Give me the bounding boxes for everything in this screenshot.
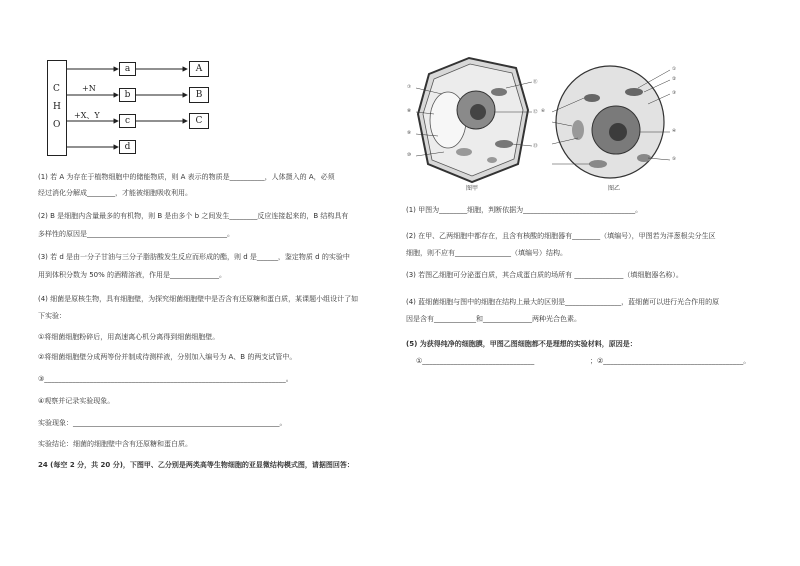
plus-xy-label: +X、Y	[74, 111, 100, 120]
q1-line2: 经过消化分解成________，才能被细胞吸收利用。	[38, 189, 192, 197]
animal-num-2: ②	[672, 77, 677, 82]
box-c: c	[119, 114, 136, 128]
plus-n-label: +N	[82, 84, 96, 93]
q2-line1: (2) B 是细胞内含量最多的有机物，则 B 是由多个 b 之间发生________反应连接起来的，B 结构具有	[38, 212, 349, 220]
q1-line1: (1) 若 A 为存在于植物细胞中的储能物质，则 A 表示的物质是__________，人体摄入的 A，必须	[38, 173, 335, 181]
box-big-b: B	[189, 87, 209, 103]
plant-num-11: ⑪	[533, 80, 538, 85]
r2-line1: (2) 在甲、乙两细胞中都存在，且含有核酸的细胞器有________（填编号），甲图若为洋葱根尖分生区	[406, 232, 716, 240]
r4-line1: (4) 蓝细菌细胞与图中的细胞在结构上最大的区别是________________，蓝细菌可以进行光合作用的原	[406, 298, 720, 306]
element-o: O	[53, 120, 61, 130]
element-h: H	[53, 102, 61, 112]
r5-answer-2: ；②________________________________________。	[590, 357, 751, 365]
animal-num-6: ⑥	[541, 109, 546, 114]
plant-num-8: ⑧	[407, 109, 412, 114]
phenomenon-line: 实验现象：___________________________________________________________。	[38, 419, 287, 427]
step-2: ②将细菌细胞壁分成两等份并制成待测样液，分别加入编号为 A、B 的两支试管中。	[38, 353, 297, 361]
animal-cell-figure	[548, 60, 678, 188]
figure-jia-caption: 图甲	[466, 185, 479, 192]
r4-line2: 因是含有____________和______________两种光合色素。	[406, 315, 581, 323]
r1-line: (1) 甲图为________细胞，判断依据为________________________________。	[406, 206, 643, 214]
animal-num-5: ⑤	[672, 157, 677, 162]
step-3: ③_____________________________________________________________________。	[38, 375, 293, 383]
box-d: d	[119, 140, 136, 154]
r5-answer-1: ①________________________________	[416, 357, 535, 365]
conclusion-line: 实验结论：细菌的细胞壁中含有还原糖和蛋白质。	[38, 440, 192, 448]
box-a: a	[119, 62, 136, 76]
r2-line2: 细胞，则不应有________________（填编号）结构。	[406, 249, 567, 257]
animal-num-3: ③	[672, 91, 677, 96]
element-c: C	[53, 84, 60, 94]
q3-line2: 用到体积分数为 50% 的酒精溶液，作用是______________。	[38, 271, 227, 279]
box-big-c: C	[189, 113, 209, 129]
plant-num-7: ⑦	[407, 85, 412, 90]
q4-line1: (4) 细菌是原核生物，具有细胞壁，为探究细菌细胞壁中是否含有还原糖和蛋白质，某课题小组设计了如	[38, 295, 359, 303]
plant-num-9: ⑨	[407, 131, 412, 136]
step-4: ④观察并记录实验现象。	[38, 397, 115, 405]
figure-yi-caption: 图乙	[608, 185, 621, 192]
plant-num-10: ⑩	[407, 153, 412, 158]
step-1: ①将细菌细胞粉碎后，用高速离心机分离得到细菌细胞壁。	[38, 333, 220, 341]
box-big-a: A	[189, 61, 209, 77]
animal-num-1: ①	[672, 67, 677, 72]
q3-line1: (3) 若 d 是由一分子甘油与三分子脂肪酸发生反应而形成的酯，则 d 是______，鉴定物质 d 的实验中	[38, 253, 350, 261]
r3-line: (3) 若图乙细胞可分泌蛋白质，其合成蛋白质的场所有 ______________（填细胞器名称）。	[406, 271, 683, 279]
animal-num-4: ④	[672, 129, 677, 134]
q24-heading: 24 (每空 2 分，共 20 分)，下图甲、乙分别是两类高等生物细胞的亚显微结构模式图，请据图回答：	[38, 461, 354, 469]
plant-num-13: ⑬	[533, 144, 538, 149]
flow-arrows	[0, 0, 230, 170]
q4-line2: 下实验：	[38, 312, 66, 320]
plant-cell-figure	[404, 52, 544, 192]
q2-line2: 多样性的原因是________________________________________。	[38, 230, 234, 238]
r5-line: (5) 为获得纯净的细胞膜，甲图乙图细胞都不是理想的实验材料，原因是：	[406, 340, 637, 348]
box-b: b	[119, 88, 136, 102]
plant-num-12: ⑫	[533, 110, 538, 115]
